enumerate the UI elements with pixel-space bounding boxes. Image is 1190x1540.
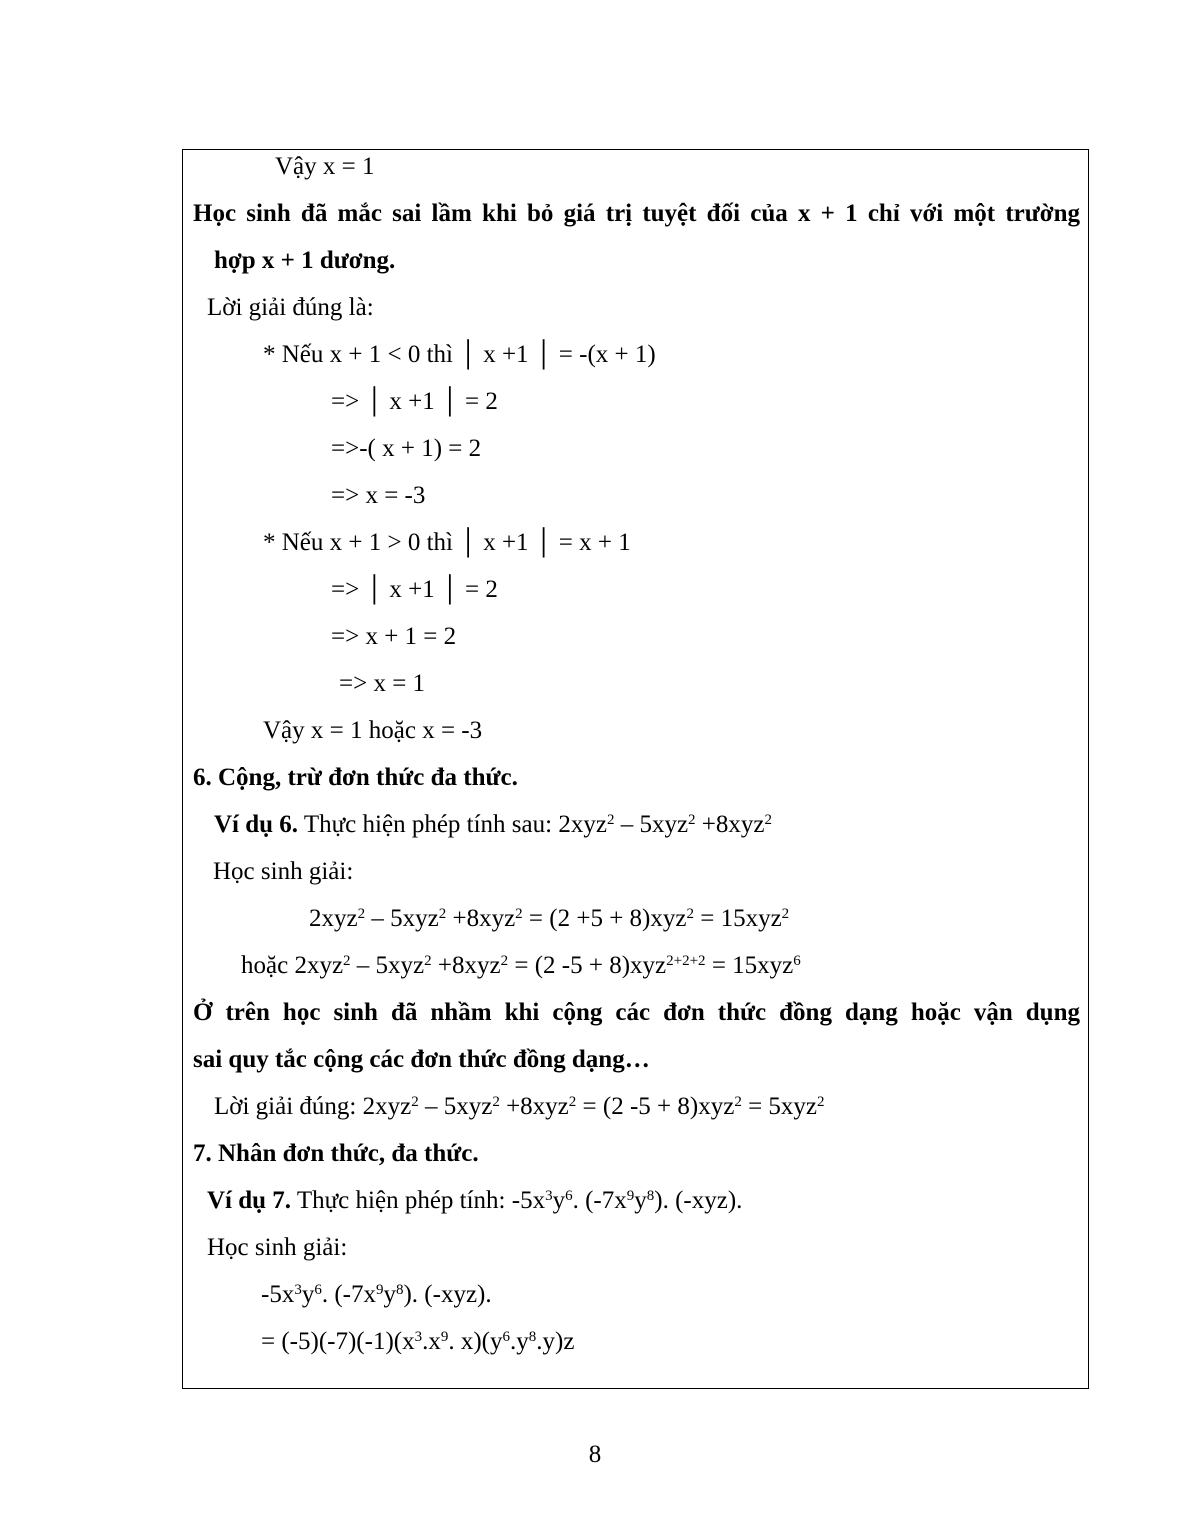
- line-conclusion-1: Vậy x = 1: [275, 153, 375, 180]
- student-solution-label: Học sinh giải:: [213, 858, 354, 885]
- step-line: => x = -3: [331, 482, 426, 509]
- error-note-2-cont: sai quy tắc cộng các đơn thức đồng dạng…: [193, 1046, 650, 1073]
- correct-solution-6: Lời giải đúng: 2xyz$^2$ – 5xyz$^2$ +8xyz$^2$ = (2 -5 + 8)xyz$^2$ = 5xyz$^2$: [214, 1093, 825, 1120]
- error-note-1-text: Học sinh đã mắc sai lầm khi bỏ giá trị tuyệt đối của x + 1 chỉ với một trường: [193, 200, 1080, 227]
- error-note-2-text: Ở trên học sinh đã nhầm khi cộng các đơn thức đồng dạng hoặc vận dụng: [193, 999, 1080, 1026]
- step-line: => x = 1: [339, 670, 426, 697]
- error-note-1: [193, 199, 1080, 229]
- line-conclusion-2: Vậy x = 1 hoặc x = -3: [263, 717, 483, 744]
- step-line: => x + 1 = 2: [331, 623, 457, 650]
- example-7-text: Thực hiện phép tính: -5x: [291, 1187, 546, 1214]
- student-work-line: 2xyz$^2$ – 5xyz$^2$ +8xyz$^2$ = (2 +5 + 8)xyz$^2$ = 15xyz$^2$: [309, 905, 790, 932]
- case-negative: * Nếu x + 1 < 0 thì │ x +1 │ = -(x + 1): [263, 341, 656, 368]
- correct-solution-label: Lời giải đúng là:: [207, 294, 374, 321]
- step-line: => │ x +1 │ = 2: [331, 576, 498, 603]
- step-line: => │ x +1 │ = 2: [331, 388, 498, 415]
- example-7: Ví dụ 7. Thực hiện phép tính: $-5x^3y^6$. $(-7x^9y^8)$. (-xyz).: [207, 1187, 743, 1214]
- section-6-heading: 6. Cộng, trừ đơn thức đa thức.: [193, 764, 518, 791]
- step-line: =>-( x + 1) = 2: [331, 435, 482, 462]
- student-work-line: hoặc 2xyz$^2$ – 5xyz$^2$ +8xyz$^2$ = (2 -5 + 8)xyz$^{2+2+2}$ = 15xyz$^6$: [241, 952, 801, 979]
- student-work-line: $-5x^3y^6$. $(-7x^9y^8)$. (-xyz).: [261, 1281, 492, 1308]
- example-7-label: Ví dụ 7.: [207, 1187, 292, 1214]
- example-6-label: Ví dụ 6.: [214, 811, 299, 838]
- error-note-2: [193, 998, 1080, 1028]
- student-work-line: = $(-5)(-7)(-1)(x^3.x^9$. $x)(y^6.y^8.y)z$: [261, 1328, 575, 1355]
- case-positive: * Nếu x + 1 > 0 thì │ x +1 │ = x + 1: [263, 529, 631, 556]
- page-number: 8: [588, 1441, 602, 1468]
- error-note-1-cont: hợp x + 1 dương.: [214, 247, 396, 274]
- student-solution-label: Học sinh giải:: [207, 1234, 348, 1261]
- section-7-heading: 7. Nhân đơn thức, đa thức.: [193, 1140, 479, 1167]
- correct-solution-6-label: Lời giải đúng: 2xyz: [214, 1093, 412, 1120]
- example-6-text: Thực hiện phép tính sau: 2xyz: [298, 811, 607, 838]
- example-6: Ví dụ 6. Thực hiện phép tính sau: 2xyz$^2$ – 5xyz$^2$ +8xyz$^2$: [214, 811, 772, 838]
